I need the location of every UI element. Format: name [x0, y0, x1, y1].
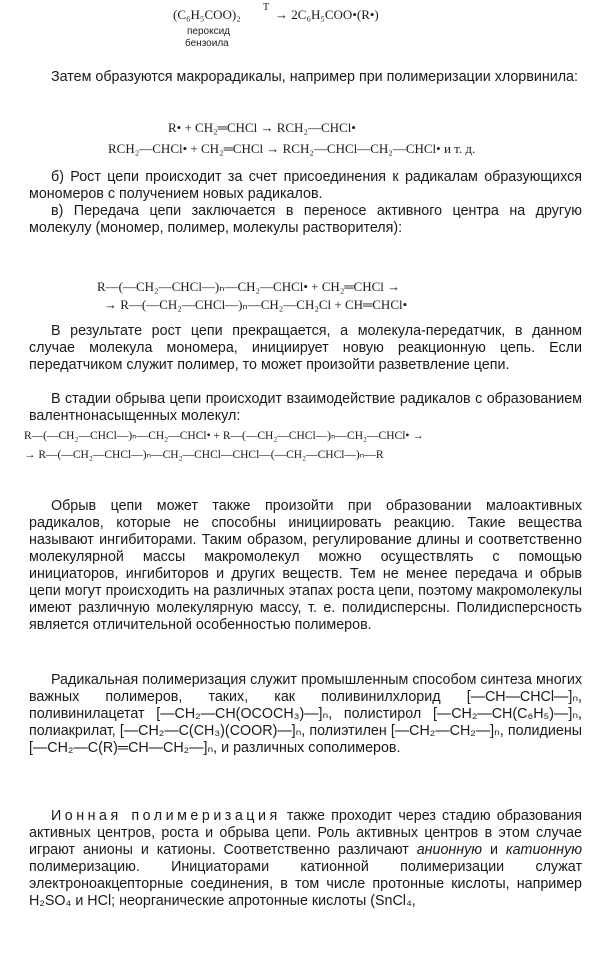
eq2-line2: RCH₂—CHCl• + CH₂═CHCl → RCH₂—CHCl—CH₂—CHCl• и т. д. [108, 141, 476, 156]
paragraph-5: В стадии обрыва цепи происходит взаимодействие радикалов с образованием валентнонасыщенных молекул: [29, 391, 582, 424]
paragraph-8-text-c: полимеризацию. Инициаторами катионной полимеризации служат электроноакцепторные соединения, в том числе протонные кислоты, например H₂SO₄ и HCl; неорганические апротонные кислоты (SnCl₄, [29, 859, 582, 909]
paragraph-8-title: Ионная полимеризация [51, 808, 281, 824]
paragraph-2: б) Рост цепи происходит за счет присоединения к радикалам образующихся мономеров с получением новых радикалов. [29, 169, 582, 202]
eq1-left: (C₆H₅COO)₂ [173, 7, 241, 22]
paragraph-4: В результате рост цепи прекращается, а молекула-передатчик, в данном случае молекула мономера, инициирует новую реакционную цепь. Если передатчиком служит полимер, то может произойти разветвление цепи. [29, 323, 582, 373]
eq1-caption-line2: бензоила [185, 38, 229, 49]
eq3-line2: → R—(—CH₂—CHCl—)ₙ—CH₂—CH₂Cl + CH═CHCl• [104, 297, 408, 312]
paragraph-3: в) Передача цепи заключается в переносе активного центра на другую молекулу (мономер, полимер, молекулы растворителя): [29, 203, 582, 236]
eq1-arrow-label: T [263, 2, 270, 13]
eq4-line1: R—(—CH₂—CHCl—)ₙ—CH₂—CHCl• + R—(—CH₂—CHCl—)ₙ—CH₂—CHCl• → [24, 430, 424, 442]
paragraph-8-em-anionic: анионную [416, 842, 483, 858]
paragraph-1: Затем образуются макрорадикалы, например при полимеризации хлорвинила: [51, 69, 578, 85]
paragraph-6: Обрыв цепи может также произойти при образовании малоактивных радикалов, которые не способны инициировать реакцию. Такие вещества называют ингибиторами. Таким образом, регулирование длины и соответственно молекулярной массы макромолекул можно осуществлять с помощью инициаторов, ингибиторов и других веществ. Тем не менее передача и обрыв цепи могут происходить на различных этапах роста цепи, поэтому макромолекулы имеют различную молекулярную массу, т. е. полидисперсны. Полидисперсность является отличительной особенностью полимеров. [29, 498, 582, 633]
eq3-line1: R—(—CH₂—CHCl—)ₙ—CH₂—CHCl• + CH₂═CHCl → [97, 279, 401, 294]
eq4-line2: → R—(—CH₂—CHCl—)ₙ—CH₂—CHCl—CHCl—(—CH₂—CHCl—)ₙ—R [24, 449, 384, 461]
paragraph-8-em-cationic: катионную [505, 842, 583, 858]
paragraph-8 [29, 808, 582, 910]
paragraph-7: Радикальная полимеризация служит промышленным способом синтеза многих важных полимеров, таких, как поливинилхлорид [—CH—CHCl—]ₙ, поливинилацетат [—CH₂—CH(OCOCH₃)—]ₙ, полистирол [—CH₂—CH(C₆H₅)—]ₙ, полиакрилат, [—CH₂—C(CH₃)(COOR)—]ₙ, полиэтилен [—CH₂—CH₂—]ₙ, полидиены [—CH₂—C(R)═CH—CH₂—]ₙ, и различных сополимеров. [29, 672, 582, 756]
eq2-line1: R• + CH₂═CHCl → RCH₂—CHCl• [168, 120, 356, 135]
paragraph-8-text-a: также проходит через стадию образования активных центров, роста и обрыва цепи. Роль активных центров в этом случае играют анионы и катионы. Соответственно различают [29, 808, 582, 858]
paragraph-8-text-b: и [482, 842, 506, 858]
eq1-right: → 2C₆H₅COO•(R•) [275, 7, 379, 22]
eq1-caption-line1: пероксид [187, 26, 231, 37]
